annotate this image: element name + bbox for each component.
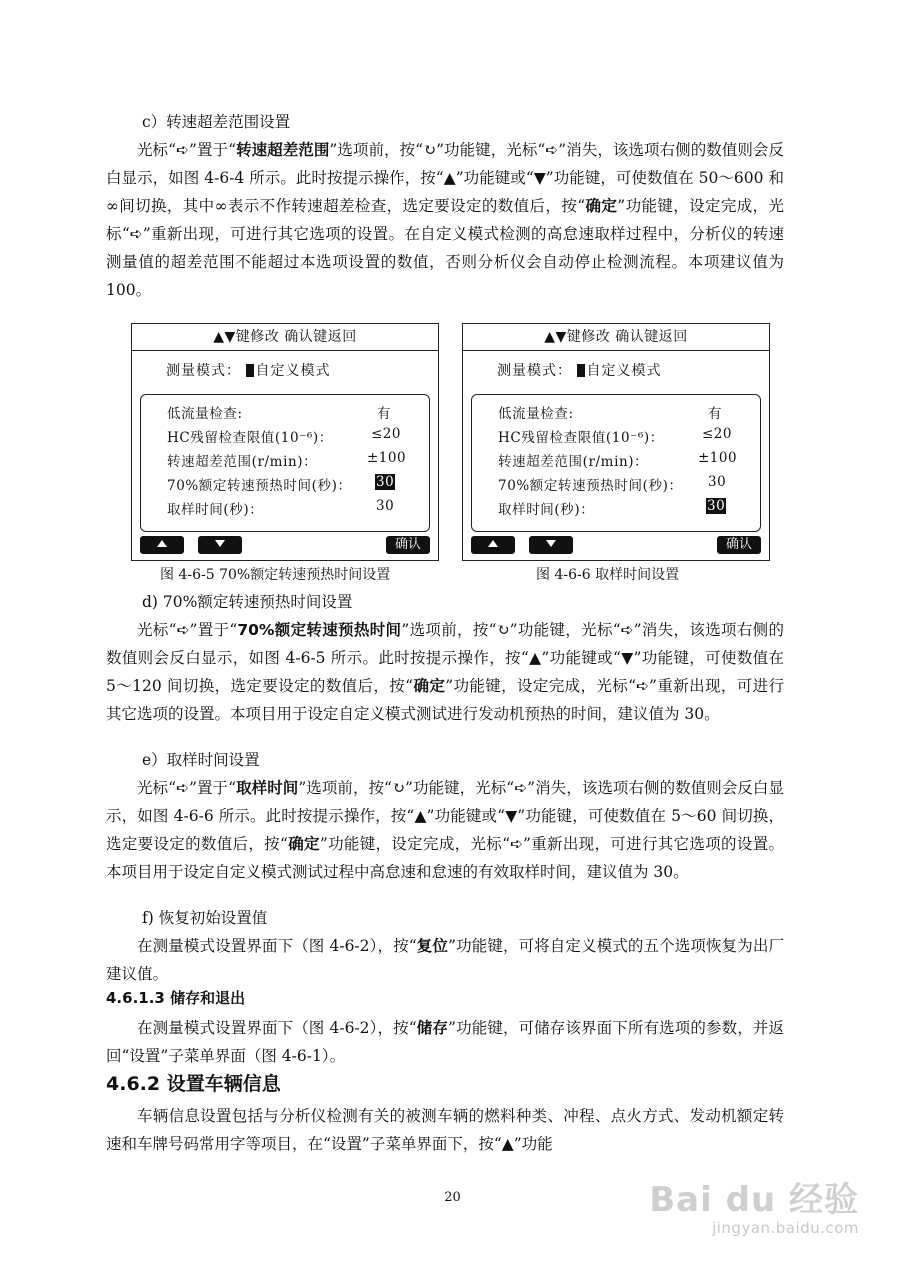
section-f-body: 在测量模式设置界面下（图 4-6-2），按“复位”功能键，可将自定义模式的五个选项恢复为出厂建议值。 <box>106 937 784 983</box>
up-arrow-icon <box>488 540 498 547</box>
mode-line: 测量模式： 自定义模式 <box>166 363 331 379</box>
device-screen-fig-4-6-5 <box>131 323 439 561</box>
row-hc-value: ≤20 <box>702 426 732 442</box>
up-arrow-icon <box>157 540 167 547</box>
row-hc-label: HC残留检查限值(10⁻⁶)： <box>498 430 664 446</box>
watermark-brand: Bai du 经验 <box>649 1180 859 1220</box>
up-button[interactable] <box>471 536 515 554</box>
section-d-body: 光标“➪”置于“70%额定转速预热时间”选项前，按“↻”功能键，光标“➪”消失，该选项右侧的数值则会反白显示，如图 4-6-5 所示。此时按提示操作，按“▲”功能键或“▼”功能键，可使数值在 5～120 间切换，选定要设定的数值后，按“确定”功能键，设定完成，光标“➪”重新出现，可进行其它选项的设置。本项目用于设定自定义模式测试进行发动机预热的时间，建议值为 30。 <box>106 621 789 723</box>
section-e-title: e）取样时间设置 <box>142 751 260 769</box>
section-d-title: d) 70%额定转速预热时间设置 <box>142 593 353 611</box>
vehicle-body: 车辆信息设置包括与分析仪检测有关的被测车辆的燃料种类、冲程、点火方式、发动机额定转速和车牌号码常用字等项目，在“设置”子菜单界面下，按“▲”功能 <box>106 1107 784 1153</box>
row-preheat-value-highlighted: 30 <box>376 474 395 490</box>
row-rpm-label: 转速超差范围(r/min)： <box>167 454 318 470</box>
section-f-title: f) 恢复初始设置值 <box>142 909 268 927</box>
row-sample-value-highlighted: 30 <box>707 498 726 514</box>
screen-top-bar: ▲▼键修改 确认键返回 <box>463 324 769 351</box>
cursor-icon <box>577 364 585 377</box>
caption-fig-4-6-5: 图 4-6-5 70%额定转速预热时间设置 <box>160 567 391 583</box>
settings-panel <box>140 394 430 532</box>
confirm-button[interactable]: 确认 <box>386 536 430 554</box>
row-low-flow-value: 有 <box>708 406 722 422</box>
row-low-flow-value: 有 <box>377 406 391 422</box>
down-button[interactable] <box>529 536 573 554</box>
row-sample-label: 取样时间(秒)： <box>498 502 595 518</box>
watermark-url: jingyan.baidu.com <box>712 1219 859 1237</box>
row-low-flow-label: 低流量检查: <box>167 406 243 422</box>
device-screen-fig-4-6-6 <box>462 323 770 561</box>
row-preheat-value: 30 <box>708 474 727 490</box>
page-number: 20 <box>444 1190 461 1205</box>
baidu-watermark <box>649 1172 859 1237</box>
screen-top-bar: ▲▼键修改 确认键返回 <box>132 324 438 351</box>
row-preheat-label: 70%额定转速预热时间(秒)： <box>498 478 683 494</box>
row-hc-value: ≤20 <box>371 426 401 442</box>
section-e-body: 光标“➪”置于“取样时间”选项前，按“↻”功能键，光标“➪”消失，该选项右侧的数值则会反白显示，如图 4-6-6 所示。此时按提示操作，按“▲”功能键或“▼”功能键，可使数值在 5～60 间切换，选定要设定的数值后，按“确定”功能键，设定完成，光标“➪”重新出现，可进行其它选项的设置。本项目用于设定自定义模式测试过程中高怠速和怠速的有效取样时间，建议值为 30。 <box>106 779 784 881</box>
settings-panel <box>471 394 761 532</box>
row-sample-value: 30 <box>376 498 395 514</box>
heading-4-6-1-3: 4.6.1.3 储存和退出 <box>106 989 246 1007</box>
row-hc-label: HC残留检查限值(10⁻⁶)： <box>167 430 333 446</box>
heading-4-6-2: 4.6.2 设置车辆信息 <box>106 1073 281 1095</box>
caption-fig-4-6-6: 图 4-6-6 取样时间设置 <box>536 567 680 583</box>
mode-line: 测量模式： 自定义模式 <box>497 363 662 379</box>
row-rpm-value: ±100 <box>367 450 407 466</box>
row-preheat-label: 70%额定转速预热时间(秒)： <box>167 478 352 494</box>
section-c-title: c）转速超差范围设置 <box>142 113 291 131</box>
cursor-icon <box>246 364 254 377</box>
save-body: 在测量模式设置界面下（图 4-6-2），按“储存”功能键，可储存该界面下所有选项的参数，并返回“设置”子菜单界面（图 4-6-1）。 <box>106 1019 784 1065</box>
confirm-button[interactable]: 确认 <box>717 536 761 554</box>
up-button[interactable] <box>140 536 184 554</box>
down-arrow-icon <box>546 540 556 547</box>
down-button[interactable] <box>198 536 242 554</box>
row-low-flow-label: 低流量检查: <box>498 406 574 422</box>
row-rpm-label: 转速超差范围(r/min)： <box>498 454 649 470</box>
down-arrow-icon <box>215 540 225 547</box>
row-rpm-value: ±100 <box>698 450 738 466</box>
section-c-body: 光标“➪”置于“转速超差范围”选项前，按“↻”功能键，光标“➪”消失，该选项右侧的数值则会反白显示，如图 4-6-4 所示。此时按提示操作，按“▲”功能键或“▼”功能键，可使数值在 50～600 和∞间切换，其中∞表示不作转速超差检查，选定要设定的数值后，按“确定”功能键，设定完成，光标“➪”重新出现，可进行其它选项的设置。在自定义模式检测的高怠速取样过程中，分析仪的转速测量值的超差范围不能超过本选项设置的数值，否则分析仪会自动停止检测流程。本项建议值为 100。 <box>106 141 789 299</box>
row-sample-label: 取样时间(秒)： <box>167 502 264 518</box>
